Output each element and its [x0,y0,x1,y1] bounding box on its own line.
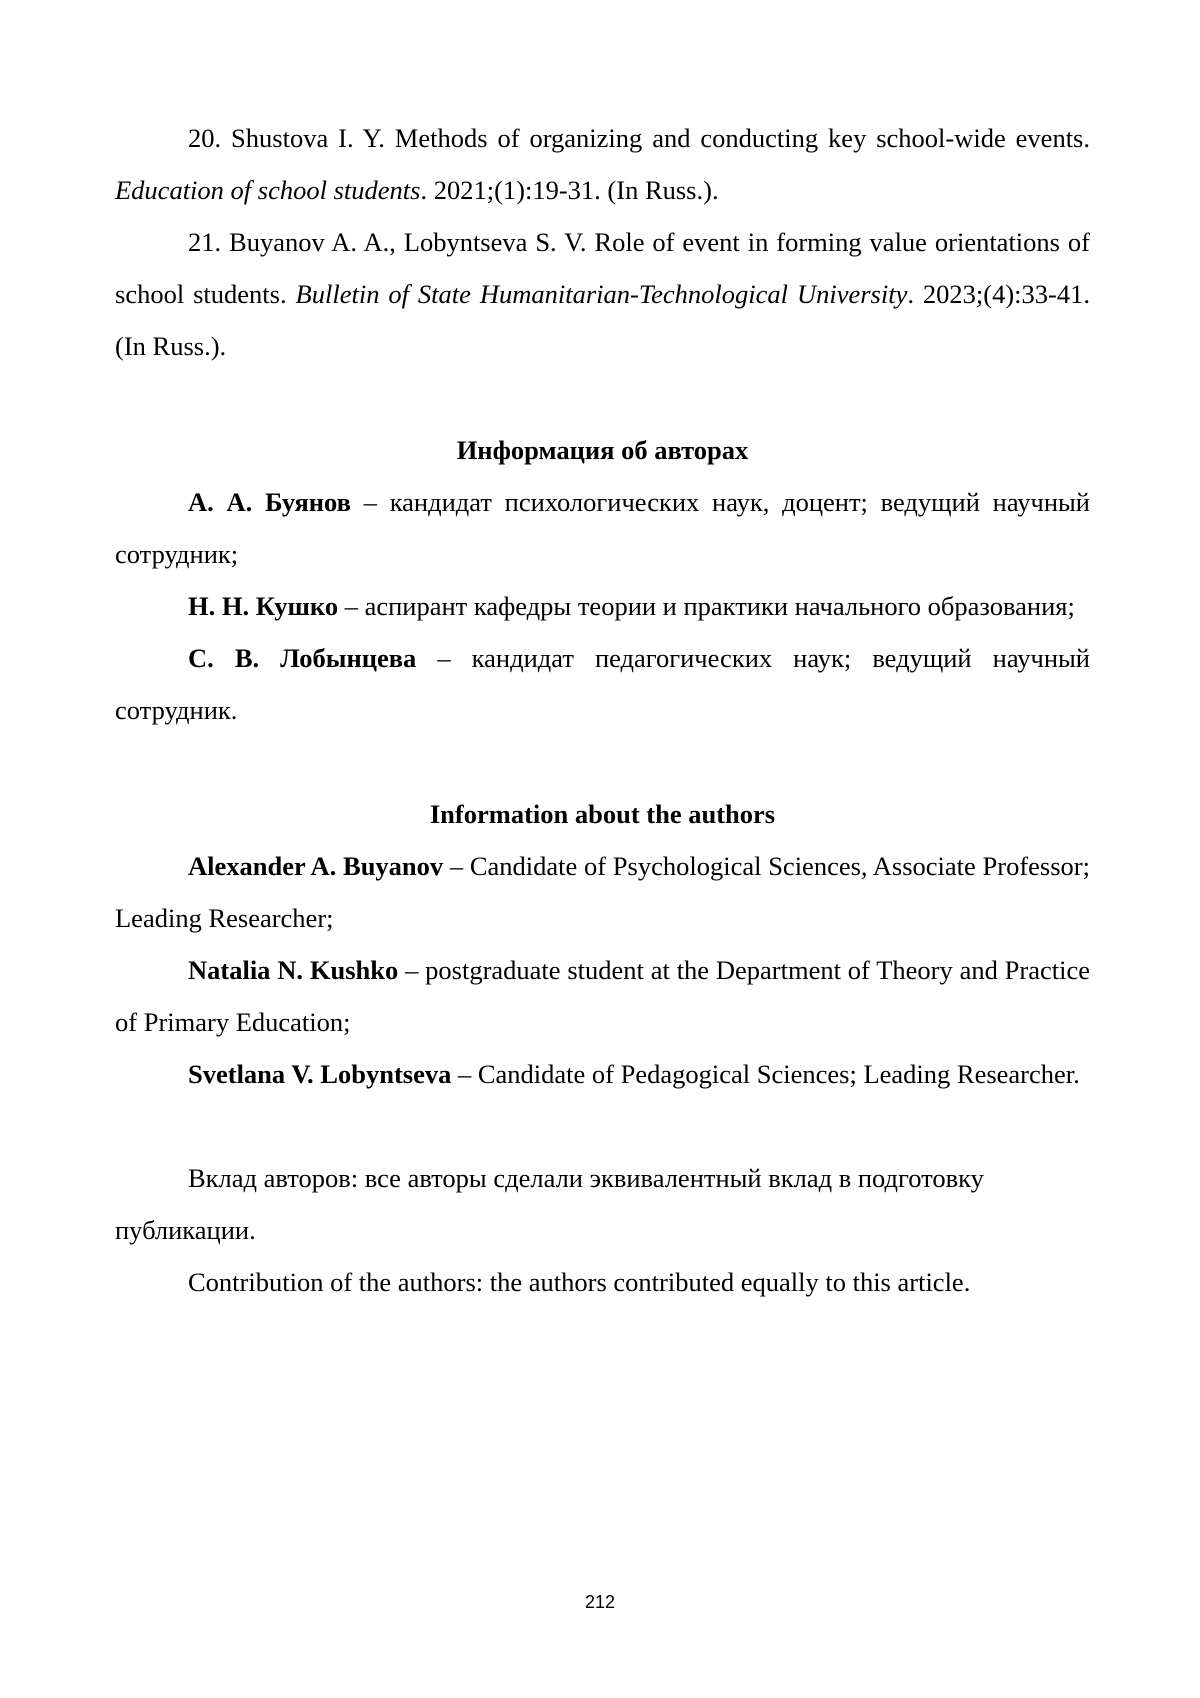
author-en-desc: – postgraduate student at the Department of Theory and Practice of Primary Education; [115,955,1090,1037]
reference-21-lead: 21. Buyanov A. A., Lobyntseva S. V. Role of event in forming value orientations of school students. [115,227,1090,309]
document-page [115,112,1090,1308]
spacer [115,1100,1090,1152]
author-en-name: Svetlana V. Lobyntseva [188,1059,452,1089]
authors-en-heading: Information about the authors [429,799,776,829]
contribution-ru: Вклад авторов: все авторы сделали эквивалентный вклад в подготовку публикации. [115,1163,984,1245]
author-en-desc: – Candidate of Pedagogical Sciences; Leading Researcher. [451,1059,1080,1089]
page-number: 212 [584,1592,616,1612]
author-ru-name: А. А. Буянов [188,487,351,517]
author-ru-desc: – аспирант кафедры теории и практики начального образования; [338,591,1075,621]
contribution-en: Contribution of the authors: the authors contributed equally to this article. [188,1267,971,1297]
authors-ru-heading: Информация об авторах [456,435,749,465]
reference-21-journal: Bulletin of State Humanitarian-Technological University [295,279,908,309]
author-ru-name: С. В. Лобынцева [188,643,417,673]
author-ru-desc: – кандидат психологических наук, доцент; ведущий научный сотрудник; [115,487,1090,569]
author-ru-entry [115,632,1090,736]
author-ru-entry [115,580,1090,632]
author-en-name: Alexander A. Buyanov [188,851,444,881]
reference-21 [115,216,1090,372]
author-en-entry [115,840,1090,944]
author-en-entry [115,944,1090,1048]
reference-21-tail: . 2023;(4):33-41. (In Russ.). [115,279,1090,361]
reference-20 [115,112,1090,216]
spacer [115,736,1090,788]
author-ru-desc: – кандидат педагогических наук; ведущий научный сотрудник. [115,643,1090,725]
spacer [115,372,1090,424]
reference-20-lead: 20. Shustova I. Y. Methods of organizing and conducting key school-wide events. [188,123,1090,153]
author-en-desc: – Candidate of Psychological Sciences, Associate Professor; Leading Researcher; [115,851,1090,933]
author-en-name: Natalia N. Kushko [188,955,399,985]
author-ru-entry [115,476,1090,580]
reference-20-tail: . 2021;(1):19-31. (In Russ.). [420,175,719,205]
author-ru-name: Н. Н. Кушко [188,591,339,621]
reference-20-journal: Education of school students [115,175,421,205]
author-en-entry [115,1048,1090,1100]
